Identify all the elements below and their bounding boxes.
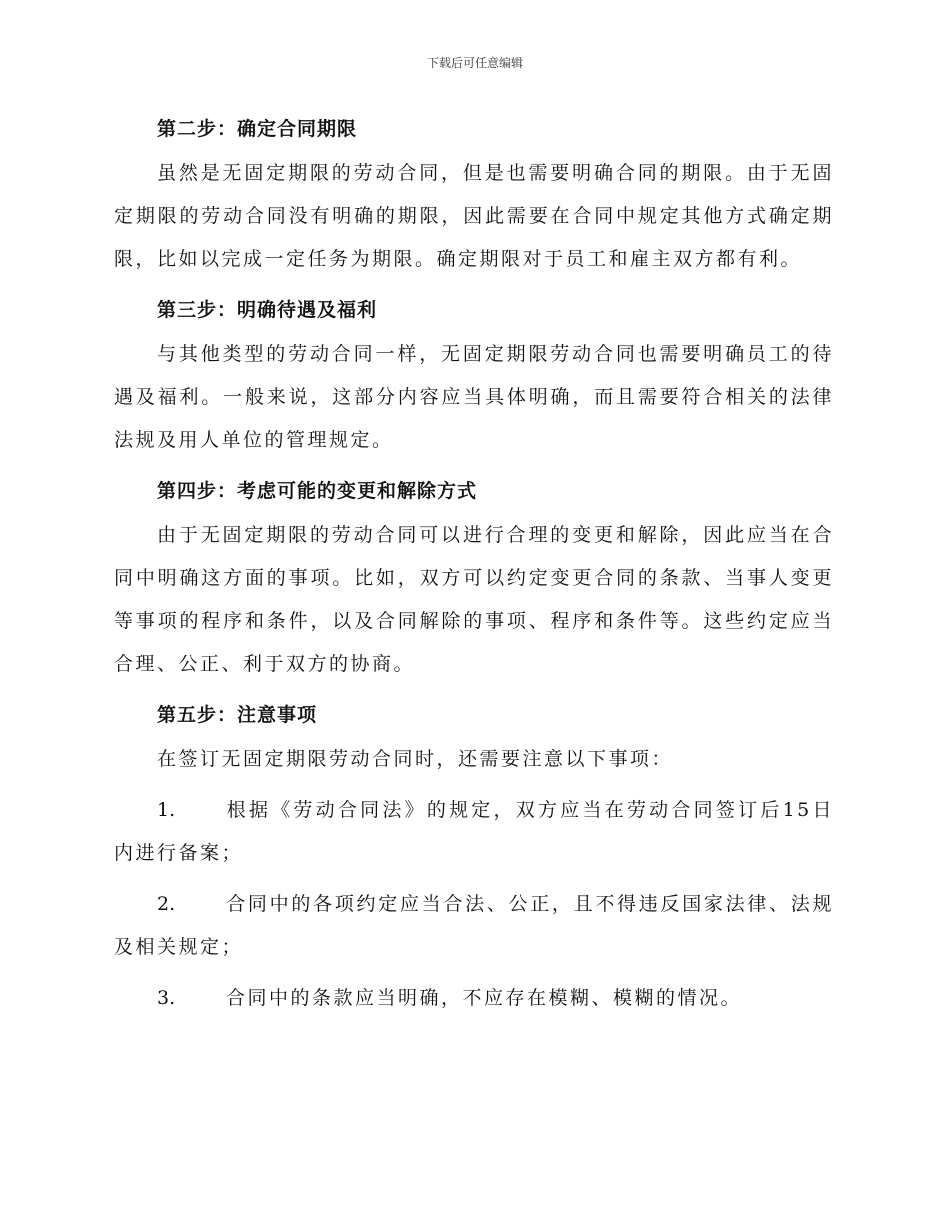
- section-heading: 第三步：明确待遇及福利: [157, 299, 378, 321]
- list-item: [114, 977, 834, 1020]
- document-body: [114, 108, 834, 1020]
- list-item: [114, 789, 834, 875]
- section-heading: 第五步：注意事项: [157, 704, 318, 726]
- page-header: 下载后可任意编辑: [426, 56, 523, 70]
- section-heading: 第二步：确定合同期限: [157, 118, 358, 140]
- section-paragraph: 与其他类型的劳动合同一样，无固定期限劳动合同也需要明确员工的待遇及福利。一般来说，这部分内容应当具体明确，而且需要符合相关的法律法规及用人单位的管理规定。: [114, 343, 834, 451]
- section-paragraph: 在签订无固定期限劳动合同时，还需要注意以下事项：: [157, 748, 674, 770]
- section-heading: 第四步：考虑可能的变更和解除方式: [157, 480, 478, 502]
- list-number: 3.: [157, 987, 176, 1009]
- list-item: [114, 883, 834, 969]
- section-paragraph: 由于无固定期限的劳动合同可以进行合理的变更和解除，因此应当在合同中明确这方面的事项。比如，双方可以约定变更合同的条款、当事人变更等事项的程序和条件，以及合同解除的事项、程序和条件等。这些约定应当合理、公正、利于双方的协商。: [114, 524, 834, 675]
- section-paragraph: 虽然是无固定期限的劳动合同，但是也需要明确合同的期限。由于无固定期限的劳动合同没有明确的期限，因此需要在合同中规定其他方式确定期限，比如以完成一定任务为期限。确定期限对于员工和雇主双方都有利。: [114, 162, 834, 270]
- list-text: 合同中的各项约定应当合法、公正，且不得违反国家法律、法规及相关规定；: [114, 893, 834, 958]
- list-number: 2.: [157, 893, 176, 915]
- list-text: 合同中的条款应当明确，不应存在模糊、模糊的情况。: [226, 987, 743, 1009]
- list-text: 根据《劳动合同法》的规定，双方应当在劳动合同签订后15日内进行备案；: [114, 799, 834, 864]
- list-number: 1.: [157, 799, 176, 821]
